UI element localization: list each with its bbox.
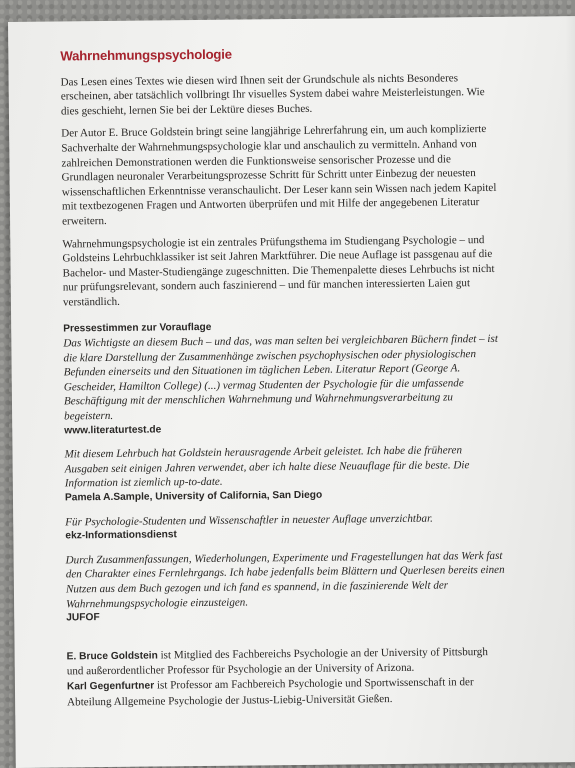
book-back-cover [8,16,575,768]
press-quote: Das Wichtigste an diesem Buch – und das, was man selten bei vergleichbaren Büchern findet – ist die klare Darstellung der Zusammenhänge zwischen psychophysischen oder physiologischen Befunden einerseits und den Situationen im täglichen Leben. Literatur Report (George A. Gescheider, Hamilton College) (...) vermag Studenten der Psychologie für die umfassende Beschäftigung mit der menschlichen Wahrnehmung und Wahrnehmungsverarbeitung zu begeistern. [63,332,498,423]
press-quote: Mit diesem Lehrbuch hat Goldstein herausragende Arbeit geleistet. Ich habe die früheren Ausgaben seit einigen Jahren verwendet, aber ich halte diese Neuauflage für die beste. Die Information ist ziemlich up-to-date. [64,444,470,490]
author-name: Karl Gegenfurtner [66,680,155,693]
cover-text [60,45,507,710]
press-heading: Pressestimmen zur Vorauflage [63,321,212,334]
press-source: Pamela A.Sample, University of California, San Diego [64,489,323,504]
page-shadow [565,16,575,762]
press-quote: Für Psychologie-Studenten und Wissenschaftler in neuester Auflage unverzichtbar. [65,512,433,529]
intro-paragraph: Wahrnehmungspsychologie ist ein zentrales Prüfungsthema im Studiengang Psychologie – und Goldsteins Lehrbuchklassiker ist seit Jahren Marktführer. Die neue Auflage ist passgenau auf die Bachelor- und Master-Studiengänge zugeschnitten. Die Themenpalette dieses Lehrbuchs ist nicht nur prüfungsrelevant, sondern auch faszinierend – und für manchen interessierten Laien gut verständlich. [62,233,495,309]
press-source: JUFOF [66,612,100,624]
press-source: ekz-Informationsdienst [65,529,177,542]
press-quote: Durch Zusammenfassungen, Wiederholungen, Experimente und Fragestellungen hat das Werk fast den Charakter eines Fernlehrgangs. Ich habe jedenfalls beim Blättern und Querlesen bereits einen Nutzen aus dem Buch gezogen und ich fand es spannend, in die faszinierende Welt der Wahrnehmungspsychologie einzusteigen. [65,549,505,611]
author-name: E. Bruce Goldstein [66,650,158,663]
author-description: ist Professor am Fachbereich Psychologie und Sportwissenschaft in der Abteilung Allgemeine Psychologie der Justus-Liebig-Universität Gießen. [67,676,474,708]
intro-paragraph: Der Autor E. Bruce Goldstein bringt seine langjährige Lehrerfahrung ein, um auch komplizierte Sachverhalte der Wahrnehmungspsychologie klar und anschaulich zu vermitteln. Anhand von zahlreichen Demonstrationen werden die Funktionsweise sensorischer Prozesse und die Grundlagen neuronaler Verarbeitungsprozesse Schritt für Schritt unter Einbezug der neuesten wissenschaftlichen Erkenntnisse veranschaulicht. Der Leser kann sein Wissen nach jedem Kapitel mit textbezogenen Fragen und Antworten überprüfen und mit Hilfe der angegebenen Literatur erweitern. [61,123,497,228]
press-source: www.literaturtest.de [64,424,162,437]
author-bio [67,645,507,680]
author-bio [67,675,507,710]
author-description: ist Mitglied des Fachbereichs Psychologie an der University of Pittsburgh und außerordentlicher Professor für Psychologie an der University of Arizona. [66,645,488,678]
intro-paragraph: Das Lesen eines Textes wie diesen wird Ihnen seit der Grundschule als nichts Besonderes erscheinen, aber tatsächlich vollbringt Ihr visuelles System dabei wahre Meisterleistungen. Wie dies geschieht, lernen Sie bei der Lektüre dieses Buches. [60,71,485,118]
book-title: Wahrnehmungspsychologie [60,46,232,64]
